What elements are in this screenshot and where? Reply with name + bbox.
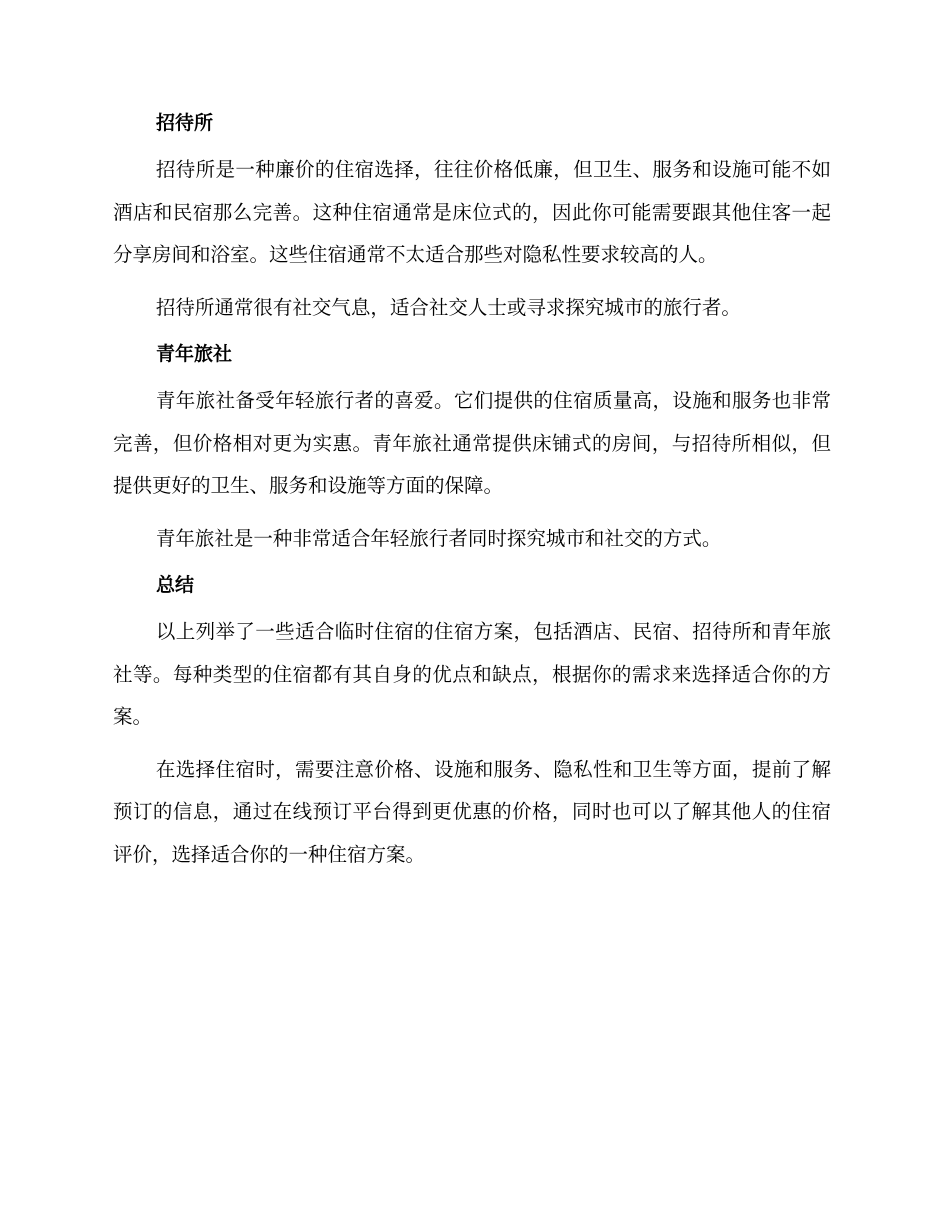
paragraph: 招待所是一种廉价的住宿选择，往往价格低廉，但卫生、服务和设施可能不如酒店和民宿那么完善。这种住宿通常是床位式的，因此你可能需要跟其他住客一起分享房间和浴室。这些住宿通常不太适合那些对隐私性要求较高的人。	[113, 158, 831, 266]
paragraph: 青年旅社是一种非常适合年轻旅行者同时探究城市和社交的方式。	[155, 526, 722, 550]
section-heading: 总结	[156, 574, 195, 596]
document-page	[113, 108, 831, 886]
paragraph: 在选择住宿时，需要注意价格、设施和服务、隐私性和卫生等方面，提前了解预订的信息，通过在线预订平台得到更优惠的价格，同时也可以了解其他人的住宿评价，选择适合你的一种住宿方案。	[113, 757, 831, 866]
section-summary	[113, 570, 831, 876]
section-youth-hostel	[113, 339, 831, 560]
section-heading: 青年旅社	[156, 343, 233, 365]
paragraph: 招待所通常很有社交气息，适合社交人士或寻求探究城市的旅行者。	[155, 295, 741, 319]
section-guesthouse	[113, 108, 831, 329]
section-heading: 招待所	[156, 112, 214, 134]
paragraph: 青年旅社备受年轻旅行者的喜爱。它们提供的住宿质量高，设施和服务也非常完善，但价格相对更为实惠。青年旅社通常提供床铺式的房间，与招待所相似，但提供更好的卫生、服务和设施等方面的保障。	[113, 389, 831, 497]
paragraph: 以上列举了一些适合临时住宿的住宿方案，包括酒店、民宿、招待所和青年旅社等。每种类型的住宿都有其自身的优点和缺点，根据你的需求来选择适合你的方案。	[113, 620, 831, 728]
